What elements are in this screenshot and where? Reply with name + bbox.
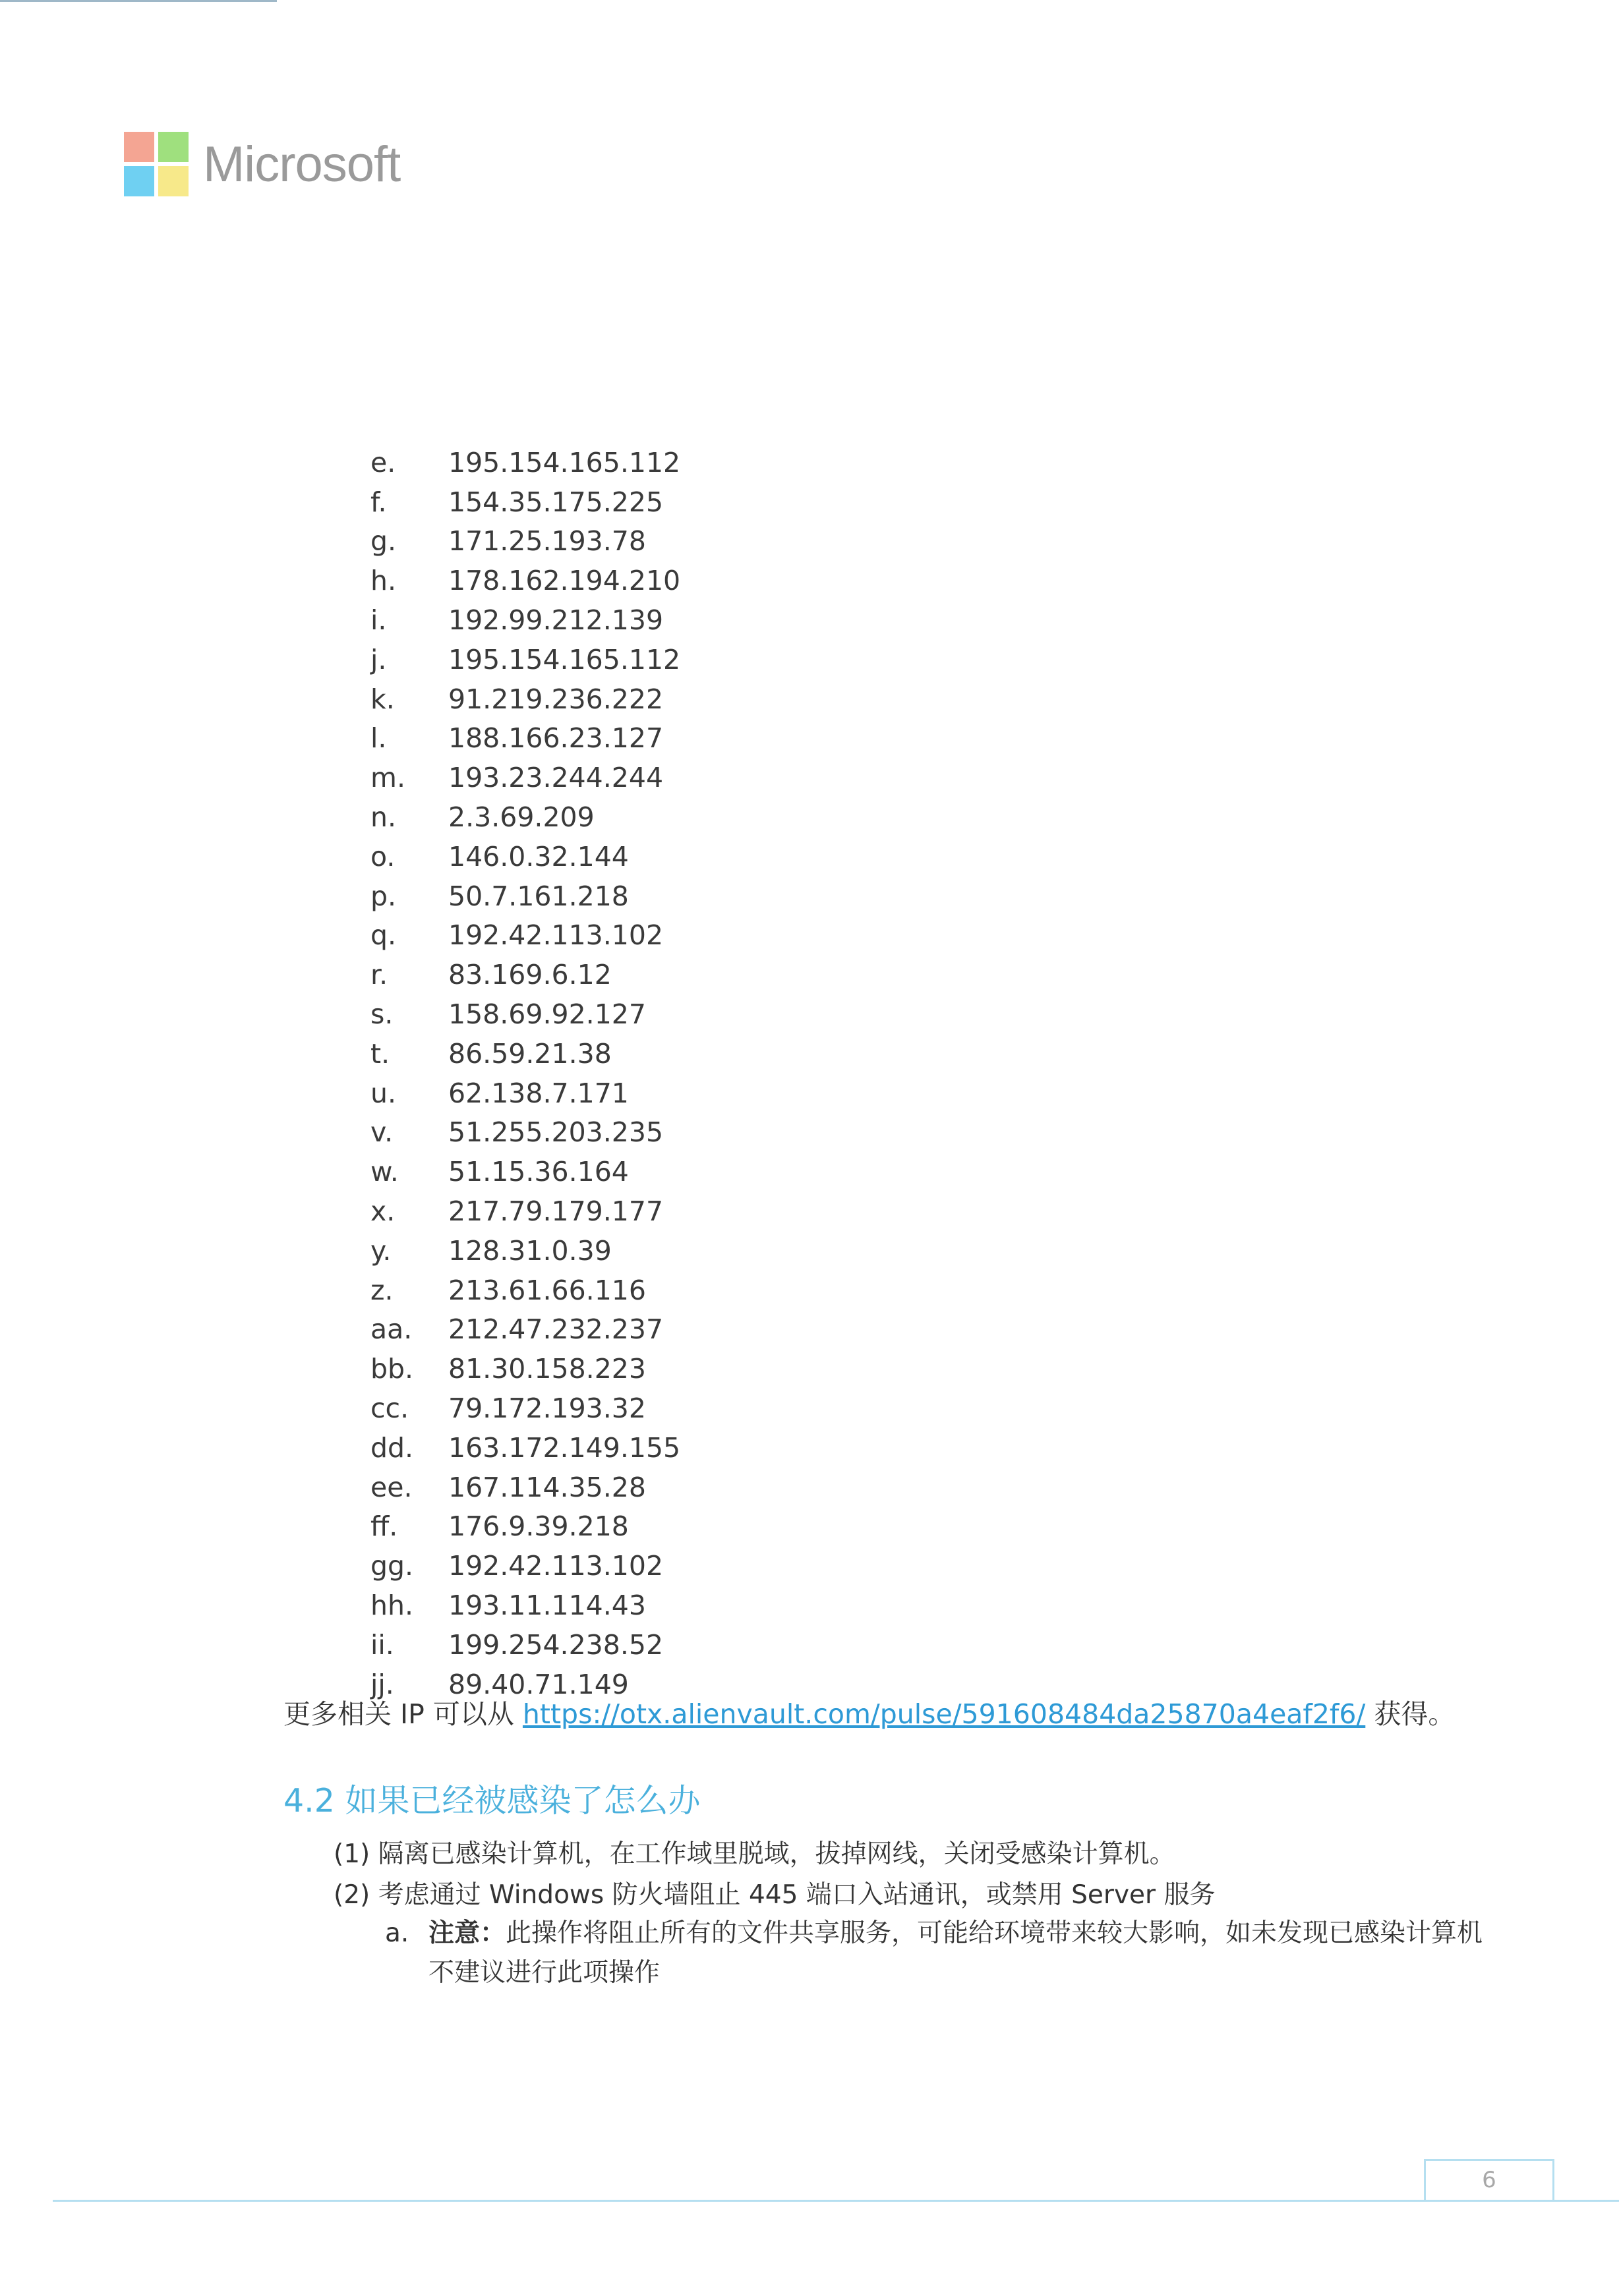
list-item: [370, 561, 680, 600]
microsoft-logo: [124, 132, 400, 196]
ip-label: ii.: [370, 1628, 394, 1661]
ip-value: 86.59.21.38: [448, 1037, 612, 1070]
list-item: [370, 1507, 680, 1547]
ip-value: 146.0.32.144: [448, 840, 629, 873]
list-item: [370, 482, 680, 522]
list-item: [370, 1468, 680, 1507]
list-item: [370, 679, 680, 719]
list-item: [370, 1349, 680, 1389]
ip-value: 176.9.39.218: [448, 1510, 629, 1543]
more-ip-sentence: [283, 1692, 1455, 1731]
list-item: [370, 443, 680, 482]
list-item: [370, 1074, 680, 1113]
windows-logo-icon: [124, 132, 189, 196]
footer-rule: [53, 2200, 1619, 2202]
ip-label: m.: [370, 762, 405, 794]
list-item: [370, 837, 680, 876]
scan-top-edge: [0, 0, 277, 2]
ip-value: 128.31.0.39: [448, 1234, 612, 1267]
list-item: [370, 1271, 680, 1310]
ip-label: j.: [370, 643, 387, 675]
ip-label: t.: [370, 1037, 390, 1070]
ip-label: gg.: [370, 1550, 414, 1582]
ip-value: 62.138.7.171: [448, 1077, 629, 1109]
otx-link[interactable]: https://otx.alienvault.com/pulse/591608484da25870a4eaf2f6/: [522, 1698, 1366, 1730]
ip-label: l.: [370, 722, 387, 755]
ip-label: r.: [370, 959, 388, 991]
list-item: [370, 955, 680, 994]
list-item: [370, 994, 680, 1034]
ip-label: y.: [370, 1234, 392, 1267]
ip-label: v.: [370, 1116, 394, 1149]
logo-text: Microsoft: [203, 136, 401, 192]
ip-label: z.: [370, 1274, 394, 1306]
ip-value: 192.99.212.139: [448, 604, 664, 637]
ip-value: 192.42.113.102: [448, 1550, 664, 1582]
ip-value: 158.69.92.127: [448, 998, 646, 1031]
list-item: [370, 1152, 680, 1191]
step-1: [334, 1833, 1175, 1870]
list-item: [370, 1428, 680, 1468]
ip-value: 167.114.35.28: [448, 1471, 646, 1503]
note-text: 此操作将阻止所有的文件共享服务，可能给环境带来较大影响，如未发现已感染计算机不建议进行此项操作: [428, 1918, 1483, 1988]
note-marker: a.: [385, 1918, 409, 1948]
ip-label: jj.: [370, 1668, 394, 1700]
ip-label: x.: [370, 1195, 396, 1228]
list-item: [370, 1231, 680, 1271]
ip-value: 2.3.69.209: [448, 801, 595, 834]
ip-label: n.: [370, 801, 397, 834]
ip-label: e.: [370, 446, 396, 478]
ip-value: 50.7.161.218: [448, 880, 629, 912]
ip-value: 79.172.193.32: [448, 1392, 646, 1425]
step-marker: (1): [334, 1839, 370, 1869]
note-paragraph: [385, 1914, 1483, 1993]
list-item: [370, 1310, 680, 1350]
ip-value: 217.79.179.177: [448, 1195, 664, 1228]
ip-label: w.: [370, 1156, 399, 1188]
page-number: 6: [1482, 2167, 1496, 2193]
list-item: [370, 1191, 680, 1231]
ip-value: 193.11.114.43: [448, 1590, 646, 1621]
ip-label: hh.: [370, 1590, 414, 1621]
ip-value: 163.172.149.155: [448, 1431, 681, 1464]
step-text: 考虑通过 Windows 防火墙阻止 445 端口入站通讯，或禁用 Server 服务: [378, 1880, 1216, 1910]
ip-label: s.: [370, 998, 394, 1031]
ip-label: k.: [370, 683, 395, 715]
note-label: 注意：: [428, 1918, 506, 1948]
ip-label: f.: [370, 486, 387, 518]
section-heading: 4.2 如果已经被感染了怎么办: [283, 1782, 701, 1820]
ip-label: bb.: [370, 1353, 414, 1385]
ip-label: q.: [370, 919, 397, 952]
ip-value: 213.61.66.116: [448, 1274, 646, 1306]
list-item: [370, 916, 680, 956]
ip-label: aa.: [370, 1313, 413, 1346]
ip-value: 192.42.113.102: [448, 919, 664, 952]
step-2: [334, 1874, 1215, 1911]
ip-value: 195.154.165.112: [448, 643, 681, 675]
ip-address-list: [370, 443, 680, 1704]
step-marker: (2): [334, 1880, 370, 1910]
ip-label: i.: [370, 604, 387, 637]
list-item: [370, 1625, 680, 1665]
list-item: [370, 797, 680, 837]
ip-label: h.: [370, 565, 397, 597]
list-item: [370, 1389, 680, 1428]
ip-value: 81.30.158.223: [448, 1353, 646, 1385]
ip-value: 154.35.175.225: [448, 486, 664, 518]
list-item: [370, 522, 680, 561]
ip-label: p.: [370, 880, 397, 912]
ip-value: 188.166.23.127: [448, 722, 664, 755]
more-ip-suffix: 获得。: [1365, 1698, 1456, 1730]
ip-label: g.: [370, 525, 397, 558]
list-item: [370, 600, 680, 640]
list-item: [370, 758, 680, 797]
list-item: [370, 1586, 680, 1625]
ip-label: cc.: [370, 1392, 409, 1425]
list-item: [370, 1113, 680, 1153]
ip-value: 178.162.194.210: [448, 565, 681, 597]
ip-value: 199.254.238.52: [448, 1628, 664, 1661]
more-ip-prefix: 更多相关 IP 可以从: [283, 1698, 523, 1730]
ip-value: 193.23.244.244: [448, 762, 664, 794]
ip-value: 51.15.36.164: [448, 1156, 629, 1188]
ip-label: ee.: [370, 1471, 413, 1503]
ip-label: u.: [370, 1077, 397, 1109]
step-text: 隔离已感染计算机，在工作域里脱域，拔掉网线，关闭受感染计算机。: [378, 1839, 1175, 1869]
ip-value: 91.219.236.222: [448, 683, 664, 715]
list-item: [370, 876, 680, 916]
ip-value: 171.25.193.78: [448, 525, 646, 558]
ip-label: o.: [370, 840, 396, 873]
ip-label: dd.: [370, 1431, 414, 1464]
ip-value: 212.47.232.237: [448, 1313, 664, 1346]
list-item: [370, 719, 680, 759]
ip-label: ff.: [370, 1510, 398, 1543]
list-item: [370, 1034, 680, 1074]
ip-value: 195.154.165.112: [448, 446, 681, 478]
list-item: [370, 640, 680, 679]
ip-value: 89.40.71.149: [448, 1668, 629, 1700]
list-item: [370, 1546, 680, 1586]
ip-value: 83.169.6.12: [448, 959, 612, 991]
ip-value: 51.255.203.235: [448, 1116, 664, 1149]
